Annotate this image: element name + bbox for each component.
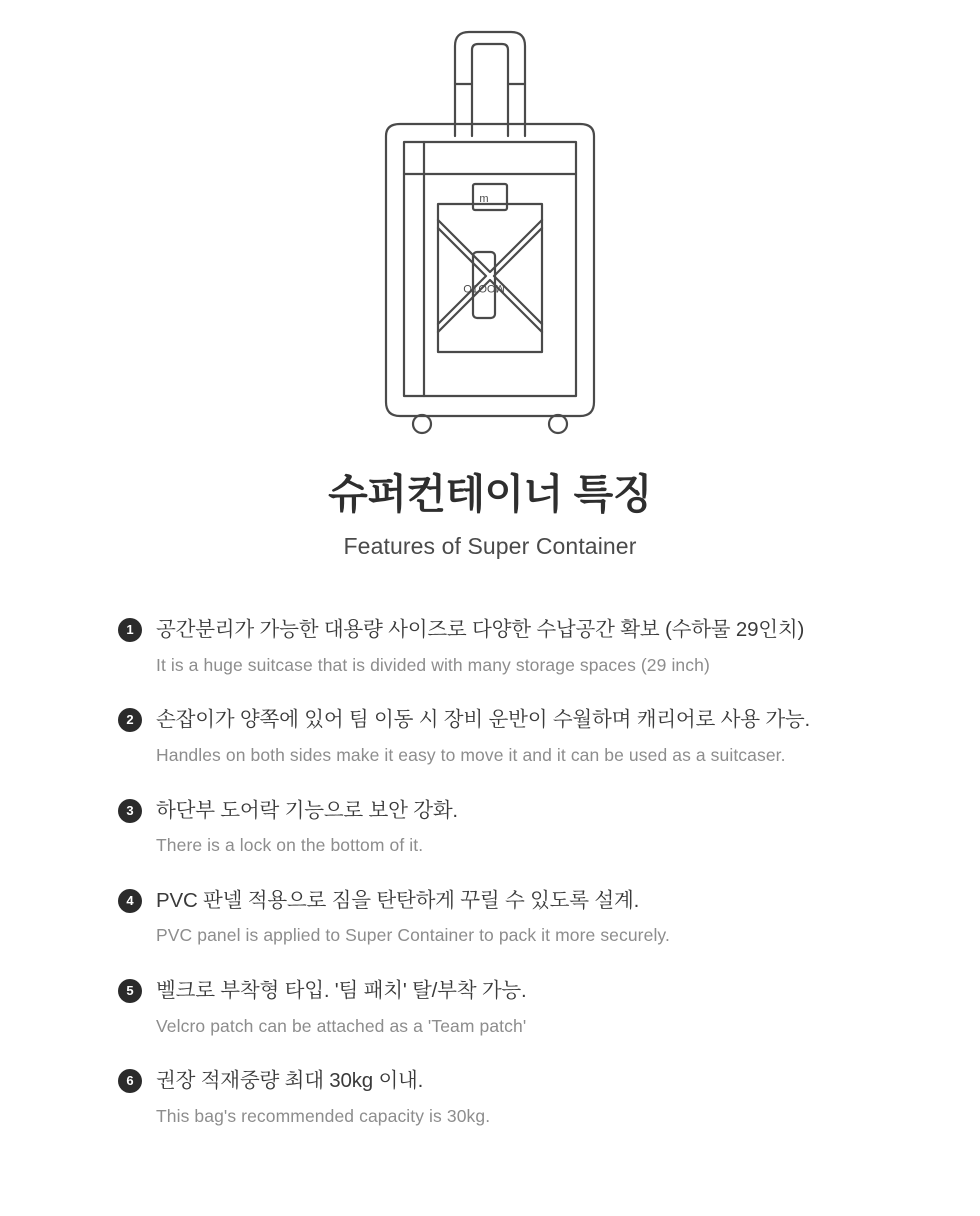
feature-number-badge: 5 <box>118 979 142 1003</box>
feature-text-ko: 권장 적재중량 최대 30kg 이내. <box>156 1069 424 1093</box>
feature-text-en: Handles on both sides make it easy to move it and it can be used as a suitcaser. <box>156 745 786 766</box>
feature-number-badge: 1 <box>118 618 142 642</box>
feature-text-ko: 벨크로 부착형 타입. '팀 패치' 탈/부착 가능. <box>156 978 527 1002</box>
feature-text-ko: 하단부 도어락 기능으로 보안 강화. <box>156 798 458 822</box>
patch-logo-text: m <box>479 193 489 205</box>
feature-text-ko: PVC 판넬 적용으로 짐을 탄탄하게 꾸릴 수 있도록 설계. <box>156 888 640 912</box>
heading-block <box>0 470 980 560</box>
page-title-en: Features of Super Container <box>343 533 637 560</box>
page-title-ko: 슈퍼컨테이너 특징 <box>328 471 652 517</box>
feature-text-en: There is a lock on the bottom of it. <box>156 835 424 856</box>
feature-text-en: Velcro patch can be attached as a 'Team patch' <box>156 1015 527 1036</box>
feature-text-en: PVC panel is applied to Super Container to pack it more securely. <box>156 925 670 946</box>
feature-number-badge: 3 <box>118 799 142 823</box>
feature-text-ko: 손잡이가 양쪽에 있어 팀 이동 시 장비 운반이 수월하며 캐리어로 사용 가능. <box>156 708 811 732</box>
feature-text-en: It is a huge suitcase that is divided with many storage spaces (29 inch) <box>156 654 710 675</box>
feature-list <box>0 616 980 1128</box>
suitcase-icon <box>360 24 620 444</box>
feature-text-en: This bag's recommended capacity is 30kg. <box>156 1105 491 1126</box>
feature-number-badge: 4 <box>118 889 142 913</box>
feature-item <box>118 977 880 1038</box>
feature-item <box>118 1067 880 1128</box>
feature-number-badge: 6 <box>118 1069 142 1093</box>
feature-item <box>118 706 880 767</box>
feature-number-badge: 2 <box>118 708 142 732</box>
tag-brand-text: MOOTO <box>463 282 505 294</box>
feature-item <box>118 797 880 858</box>
product-illustration <box>0 0 980 444</box>
feature-item <box>118 616 880 677</box>
feature-text-ko: 공간분리가 가능한 대용량 사이즈로 다양한 수납공간 확보 (수하물 29인치) <box>156 618 805 642</box>
feature-item <box>118 887 880 948</box>
